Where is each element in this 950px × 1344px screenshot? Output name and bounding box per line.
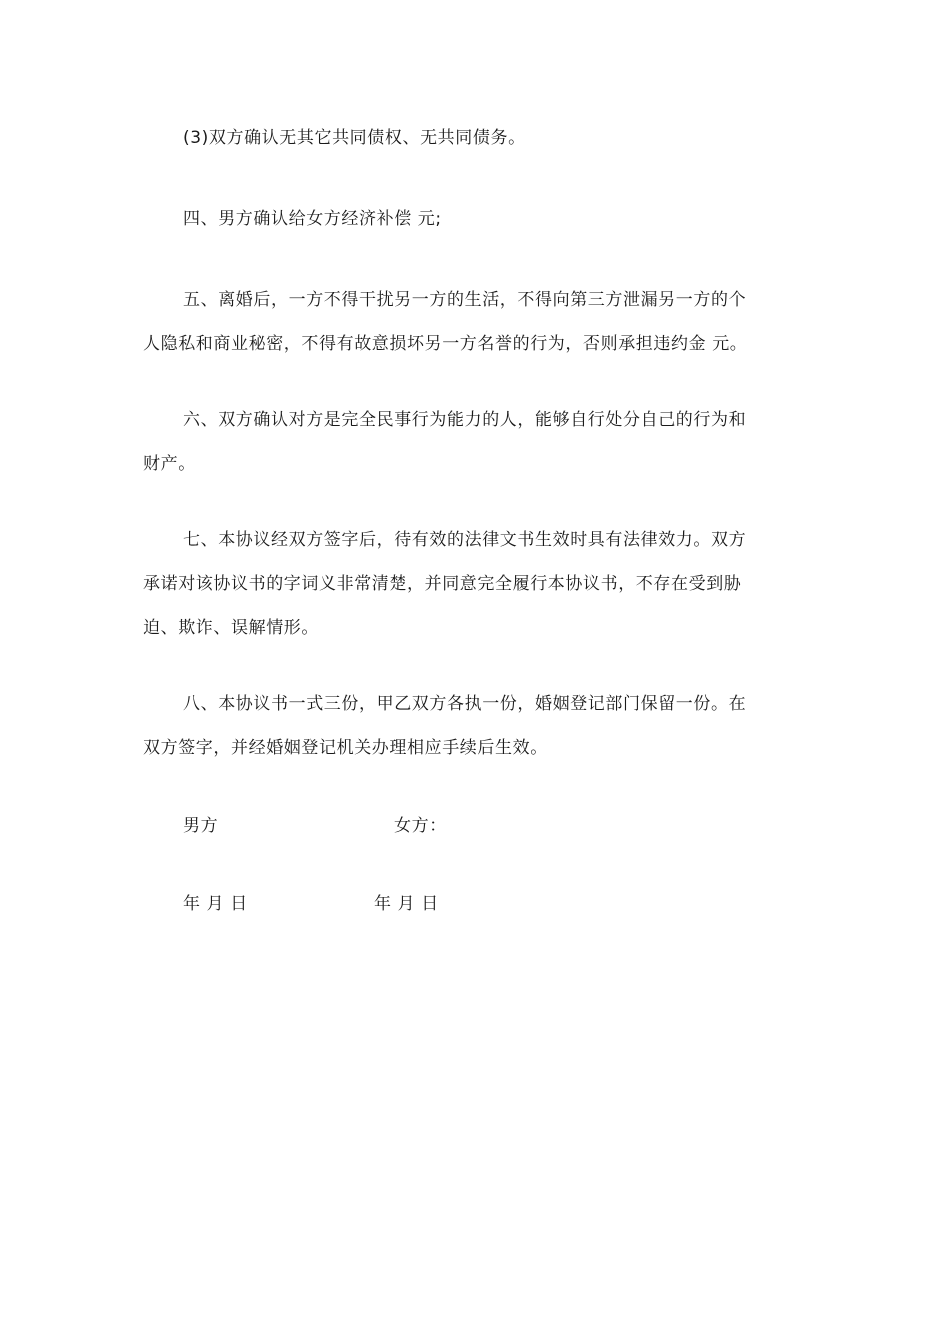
clause-6-line-1: 六、双方确认对方是完全民事行为能力的人，能够自行处分自己的行为和: [183, 410, 747, 430]
clause-4: [143, 197, 803, 241]
clause-7: [143, 518, 803, 650]
clause-5: [143, 278, 803, 366]
female-date: 年 月 日: [374, 894, 439, 914]
clause-5-line-2: 人隐私和商业秘密，不得有故意损坏另一方名誉的行为，否则承担违约金 元。: [143, 334, 748, 354]
clause-7-line-3: 迫、欺诈、误解情形。: [143, 618, 319, 638]
clause-8: [143, 682, 803, 770]
female-signature-label: 女方：: [394, 816, 447, 836]
clause-8-line-1: 八、本协议书一式三份，甲乙双方各执一份，婚姻登记部门保留一份。在: [183, 694, 747, 714]
clause-5-line-1: 五、离婚后，一方不得干扰另一方的生活，不得向第三方泄漏另一方的个: [183, 290, 747, 310]
clause-3-text: (3)双方确认无其它共同债权、无共同债务。: [183, 128, 526, 148]
clause-4-text: 四、男方确认给女方经济补偿 元;: [183, 209, 442, 229]
male-date: 年 月 日: [183, 894, 248, 914]
clause-6: [143, 398, 803, 486]
male-signature-label: 男方: [183, 816, 219, 836]
clause-7-line-1: 七、本协议经双方签字后，待有效的法律文书生效时具有法律效力。双方: [183, 530, 747, 550]
clause-7-line-2: 承诺对该协议书的字词义非常清楚，并同意完全履行本协议书，不存在受到胁: [143, 574, 742, 594]
clause-8-line-2: 双方签字，并经婚姻登记机关办理相应手续后生效。: [143, 738, 548, 758]
clause-6-line-2: 财产。: [143, 454, 196, 474]
clause-3: [143, 116, 803, 160]
